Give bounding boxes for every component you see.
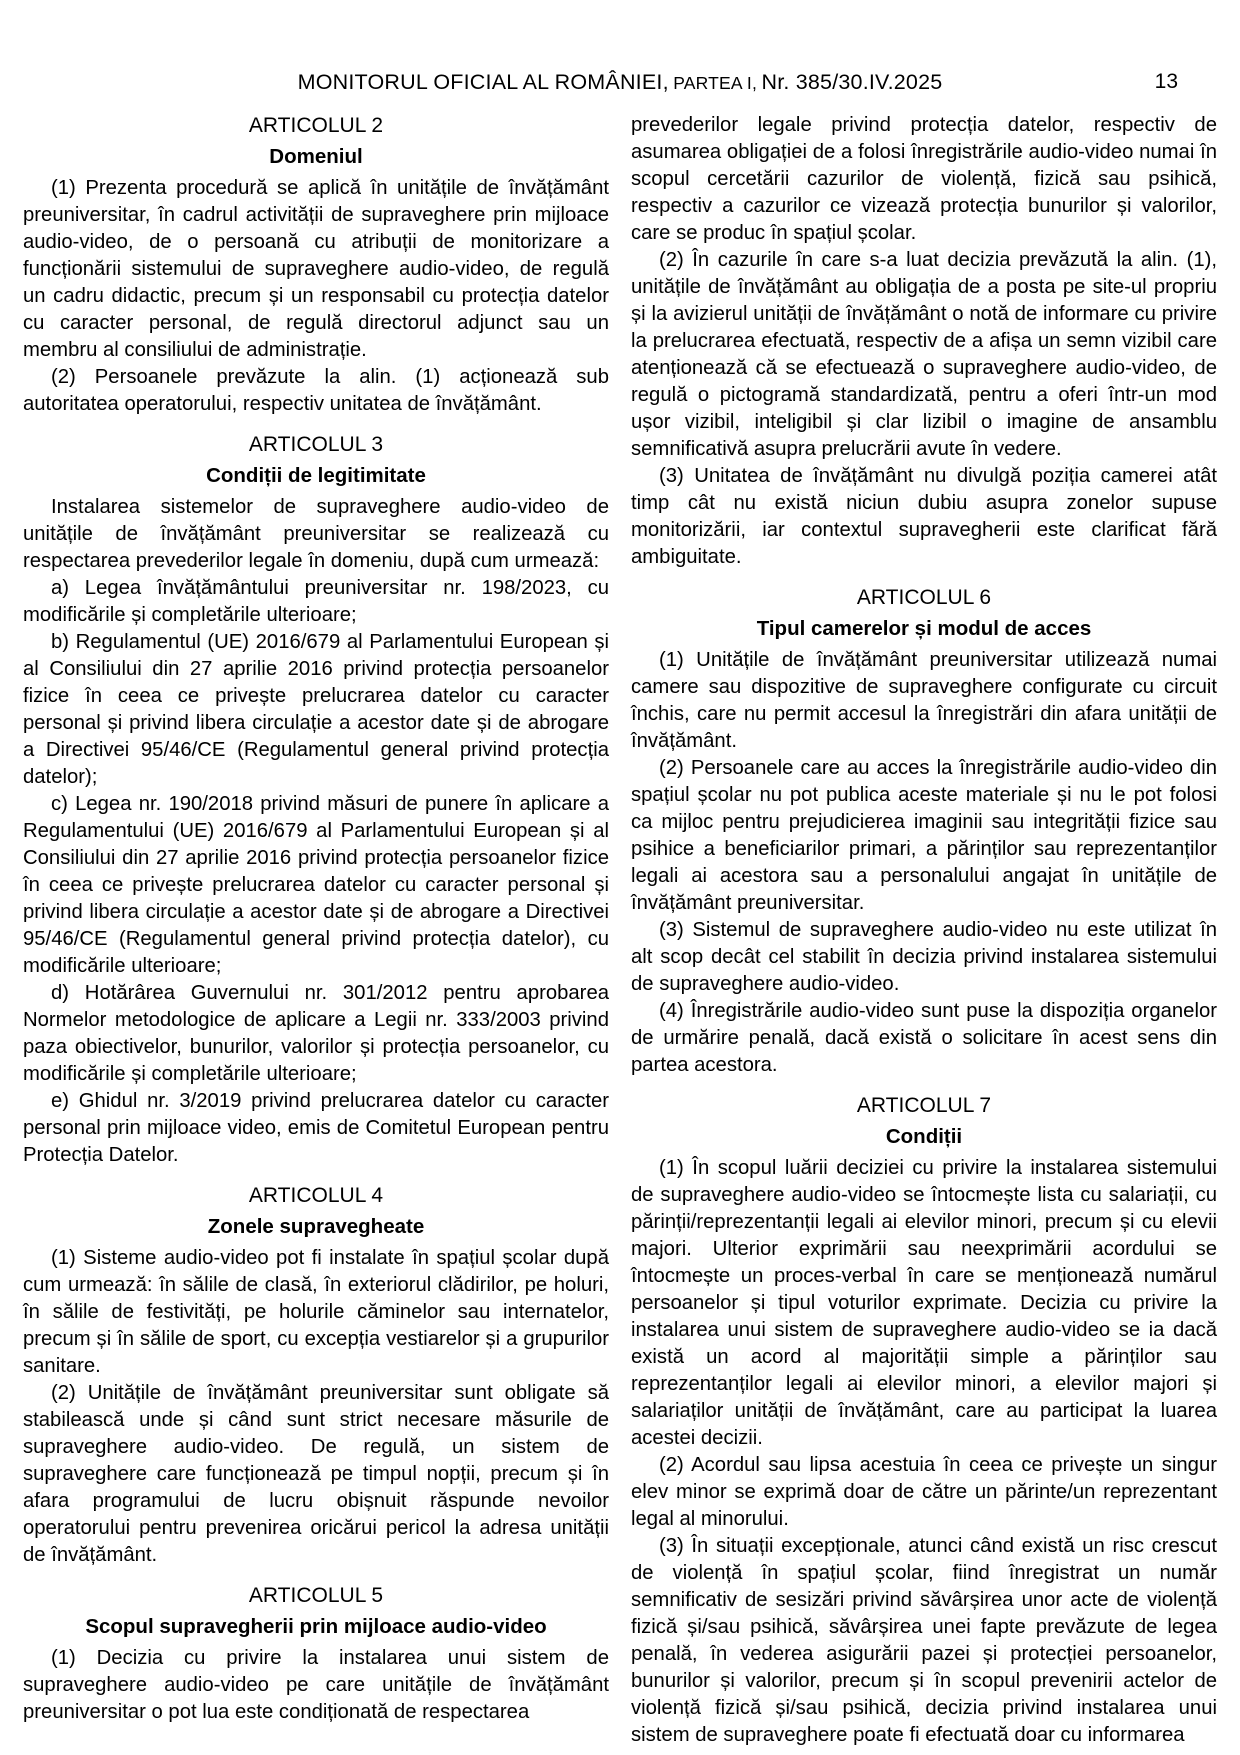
paragraph: e) Ghidul nr. 3/2019 privind prelucrarea datelor cu caracter personal prin mijloace video, emis de Comitetul European pentru Protecția Datelor.: [23, 1090, 609, 1166]
paragraph: (4) Înregistrările audio-video sunt puse la dispoziția organelor de urmărire penală, dacă există o solicitare în acest sens din partea acestora.: [631, 1000, 1217, 1076]
document-body: [23, 112, 1217, 1749]
paragraph: (2) Persoanele care au acces la înregistrările audio-video din spațiul școlar nu pot publica aceste materiale și nu le pot folosi ca mijloc pentru prejudicierea imaginii sau integrității fizice sau psihice a beneficiarilor primari, a părinților sau reprezentanților legali ai acestora sau a personalului angajat în unitățile de învățământ preuniversitar.: [631, 757, 1217, 914]
paragraph: (1) Unitățile de învățământ preuniversitar utilizează numai camere sau dispozitive de supraveghere configurate cu circuit închis, care nu permit accesul la înregistrări din afara unității de învățământ.: [631, 649, 1217, 752]
paragraph: (2) Unitățile de învățământ preuniversitar sunt obligate să stabilească unde și când sunt strict necesare măsurile de supraveghere audio-video. De regulă, un sistem de supraveghere care funcționează pe timpul nopții, precum și în afara programului de lucru obișnuit răspunde nevoilor operatorului pentru prevenirea oricărui pericol la adresa unității de învățământ.: [23, 1382, 609, 1566]
paragraph: (2) Acordul sau lipsa acestuia în ceea ce privește un singur elev minor se exprimă doar de către un părinte/un reprezentant legal al minorului.: [631, 1454, 1217, 1530]
article-title: Zonele supravegheate: [207, 1215, 425, 1238]
page-number: 13: [1154, 70, 1178, 93]
paragraph: c) Legea nr. 190/2018 privind măsuri de punere în aplicare a Regulamentului (UE) 2016/679 al Parlamentului European și al Consiliului din 27 aprilie 2016 privind protecția persoanelor fizice în ceea ce privește prelucrarea datelor cu caracter personal și privind libera circulație a acestor date și de abrogare a Directivei 95/46/CE (Regulamentul general privind protecția datelor), cu modificările ulterioare;: [23, 793, 609, 977]
journal-title: MONITORUL OFICIAL AL ROMÂNIEI,: [297, 70, 669, 94]
paragraph: (2) În cazurile în care s-a luat decizia prevăzută la alin. (1), unitățile de învățământ au obligația de a posta pe site-ul propriu și la avizierul unității de învățământ o notă de informare cu privire la prelucrarea efectuată, respectiv de a afișa un semn vizibil care atenționează că se efectuează o supraveghere audio-video, de regulă o pictogramă standardizată, pentru a oferi într-un mod ușor vizibil, inteligibil și clar lizibil o imagine de ansamblu semnificativă asupra prelucrării avute în vedere.: [631, 249, 1217, 460]
article-number: ARTICOLUL 6: [856, 586, 992, 609]
paragraph: (3) Sistemul de supraveghere audio-video nu este utilizat în alt scop decât cel stabilit în decizia privind instalarea sistemului de supraveghere audio-video.: [631, 919, 1217, 995]
paragraph: Instalarea sistemelor de supraveghere audio-video de unitățile de învățământ preuniversitar se realizează cu respectarea prevederilor legale în domeniu, după cum urmează:: [23, 496, 609, 572]
article-title: Scopul supravegherii prin mijloace audio-video: [85, 1615, 547, 1638]
paragraph: (1) Decizia cu privire la instalarea unui sistem de supraveghere audio-video pe care unitățile de învățământ preuniversitar o pot lua este condiționată de respectarea: [23, 1647, 609, 1723]
paragraph: (1) Sisteme audio-video pot fi instalate în spațiul școlar după cum urmează: în sălile de clasă, în exteriorul clădirilor, pe holuri, în sălile de festivități, pe holurile căminelor sau internatelor, precum și în sălile de sport, cu excepția vestiarelor și a grupurilor sanitare.: [23, 1247, 609, 1377]
right-column: [631, 112, 1217, 1749]
paragraph: (1) În scopul luării deciziei cu privire la instalarea sistemului de supraveghere audio-video se întocmește lista cu salariații, cu părinții/reprezentanții legali ai elevilor minori, precum și cu elevii majori. Ulterior exprimării sau neexprimării acordului se întocmește un proces-verbal în care se menționează numărul persoanelor și tipul voturilor exprimate. Decizia cu privire la instalarea unui sistem de supraveghere audio-video se ia dacă există un acord al majorității simple a părinților sau reprezentanților legali ai elevilor minori, a elevilor majori și salariaților unității de învățământ, care au participat la luarea acestei decizii.: [631, 1157, 1217, 1449]
article-title: Domeniul: [269, 145, 363, 168]
paragraph: (1) Prezenta procedură se aplică în unitățile de învățământ preuniversitar, în cadrul activității de supraveghere prin mijloace audio-video, de o persoană cu atribuții de monitorizare a funcționării sistemului de supraveghere audio-video, de regulă un cadru didactic, precum și un responsabil cu protecția datelor cu caracter personal, de regulă directorul adjunct sau un membru al consiliului de administrație.: [23, 177, 609, 361]
article-number: ARTICOLUL 5: [248, 1584, 384, 1607]
article-number: ARTICOLUL 3: [248, 433, 384, 456]
paragraph: (3) În situații excepționale, atunci când există un risc crescut de violență în spațiul școlar, fiind înregistrat un număr semnificativ de sesizări privind săvârșirea unor acte de violență fizică și/sau psihică, săvârșirea unei fapte prevăzute de legea penală, în vederea asigurării pazei și protecției persoanelor, bunurilor și valorilor, precum și în scopul prevenirii actelor de violență fizică și/sau psihică, decizia privind instalarea unui sistem de supraveghere poate fi efectuată doar cu informarea: [631, 1535, 1217, 1746]
journal-part: PARTEA I,: [673, 73, 758, 93]
page-header: [0, 70, 1240, 104]
article-title: Condiții de legitimitate: [206, 464, 426, 487]
left-column: [23, 112, 609, 1726]
journal-masthead: [0, 70, 1240, 95]
article-title: Tipul camerelor și modul de acces: [756, 617, 1092, 640]
paragraph: (3) Unitatea de învățământ nu divulgă poziția camerei atât timp cât nu există niciun dubiu asupra zonelor supuse monitorizării, iar contextul supravegherii este clarificat fără ambiguitate.: [631, 465, 1217, 568]
journal-issue: Nr. 385/30.IV.2025: [761, 70, 943, 94]
article-number: ARTICOLUL 4: [248, 1184, 384, 1207]
paragraph: a) Legea învățământului preuniversitar nr. 198/2023, cu modificările și completările ulterioare;: [23, 577, 609, 626]
article-title: Condiții: [885, 1125, 963, 1148]
paragraph: b) Regulamentul (UE) 2016/679 al Parlamentului European și al Consiliului din 27 aprilie 2016 privind protecția persoanelor fizice în ceea ce privește prelucrarea datelor cu caracter personal și privind libera circulație a acestor date și de abrogare a Directivei 95/46/CE (Regulamentul general privind protecția datelor);: [23, 631, 609, 788]
paragraph: d) Hotărârea Guvernului nr. 301/2012 pentru aprobarea Normelor metodologice de aplicare a Legii nr. 333/2003 privind paza obiectivelor, bunurilor, valorilor și protecția persoanelor, cu modificările și completările ulterioare;: [23, 982, 609, 1085]
paragraph: (2) Persoanele prevăzute la alin. (1) acționează sub autoritatea operatorului, respectiv unitatea de învățământ.: [23, 366, 609, 415]
article-number: ARTICOLUL 2: [248, 114, 384, 137]
article-number: ARTICOLUL 7: [856, 1094, 992, 1117]
paragraph-cont: prevederilor legale privind protecția datelor, respectiv de asumarea obligației de a folosi înregistrările audio-video numai în scopul cercetării cazurilor de violență, fizică sau psihică, respectiv a cazurilor ce vizează protecția bunurilor și valorilor, care se produc în spațiul școlar.: [631, 114, 1217, 244]
